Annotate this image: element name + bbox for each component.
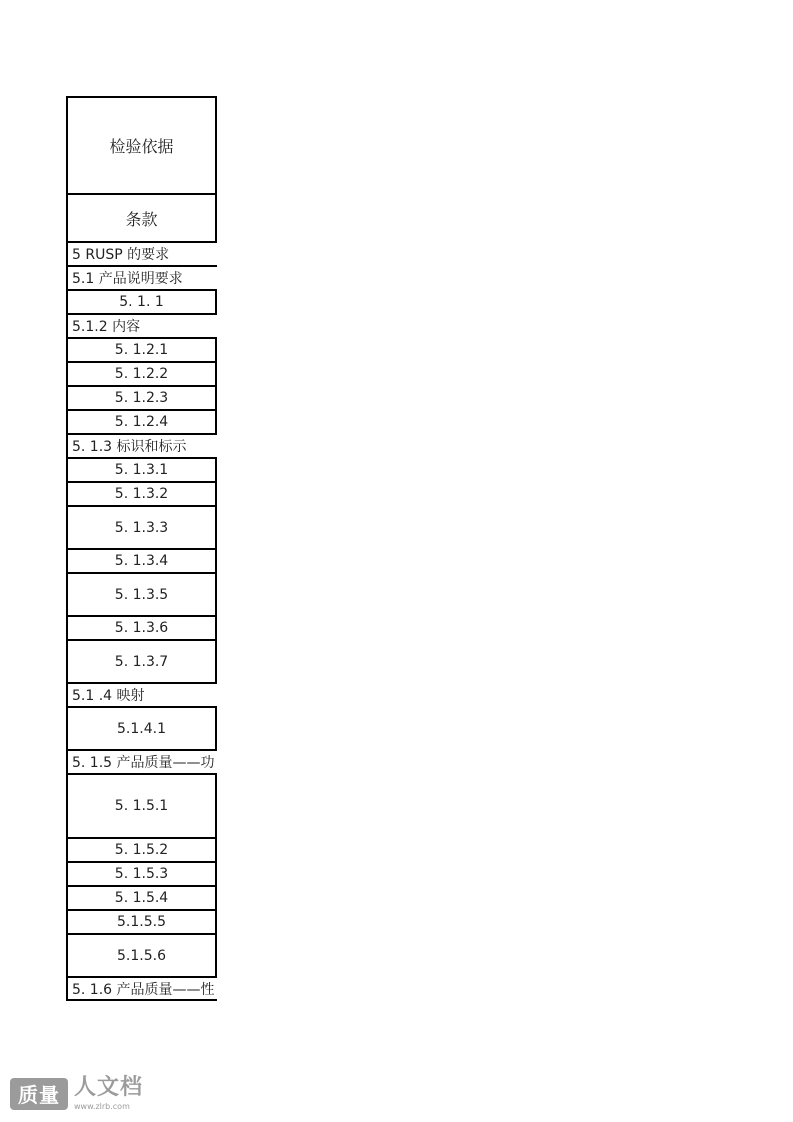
clause-row	[68, 548, 217, 572]
clause-text: 5. 1.5.3	[114, 866, 169, 882]
section-row	[68, 313, 217, 337]
section-text: 5.1 产品说明要求	[72, 271, 183, 287]
clause-row	[68, 457, 217, 481]
clause-text: 5. 1.3.7	[114, 653, 169, 670]
section-row	[68, 682, 217, 706]
clause-text: 5. 1.5.4	[114, 890, 169, 906]
header-clause-text: 条款	[125, 209, 158, 229]
section-text: 5. 1.6 产品质量——性	[72, 982, 215, 998]
header-basis	[68, 96, 217, 193]
section-row	[68, 976, 217, 1000]
clause-row	[68, 409, 217, 433]
clause-text: 5. 1.3.3	[114, 519, 169, 536]
section-row	[68, 265, 217, 289]
clause-text: 5. 1.2.3	[114, 390, 169, 406]
table-bottom-border	[68, 999, 217, 1001]
clause-text: 5. 1. 1	[119, 294, 164, 310]
clause-row	[68, 337, 217, 361]
section-row	[68, 749, 217, 773]
watermark-text-group	[74, 1074, 144, 1111]
section-text: 5. 1.5 产品质量——功	[72, 755, 215, 771]
clause-text: 5.1.4.1	[117, 720, 166, 737]
clause-row	[68, 481, 217, 505]
clause-text: 5. 1.3.1	[114, 462, 169, 478]
clause-row	[68, 615, 217, 639]
clause-row	[68, 861, 217, 885]
clause-row	[68, 885, 217, 909]
clause-row	[68, 837, 217, 861]
watermark-url: www.zlrb.com	[74, 1101, 130, 1111]
section-row	[68, 433, 217, 457]
clause-row	[68, 361, 217, 385]
clause-text: 5. 1.2.1	[114, 342, 169, 358]
clause-row	[68, 933, 217, 976]
clause-text: 5. 1.5.1	[114, 798, 169, 814]
clause-text: 5.1.5.5	[117, 914, 166, 930]
clause-text: 5. 1.3.5	[114, 586, 169, 603]
section-row	[68, 241, 217, 265]
clause-row	[68, 773, 217, 837]
section-text: 5 RUSP 的要求	[72, 247, 170, 263]
clause-row	[68, 909, 217, 933]
header-basis-text: 检验依据	[109, 137, 174, 156]
clause-text: 5. 1.3.2	[114, 486, 169, 502]
clause-text: 5.1.5.6	[117, 947, 166, 964]
watermark-brand-text: 人文档	[74, 1074, 144, 1100]
clause-text: 5. 1.5.2	[114, 842, 169, 858]
clause-row	[68, 289, 217, 313]
watermark-logo	[10, 1076, 150, 1111]
section-text: 5. 1.3 标识和标示	[72, 439, 187, 455]
document-table	[66, 96, 217, 1001]
clause-text: 5. 1.2.2	[114, 366, 169, 382]
header-clause	[68, 193, 217, 241]
clause-row	[68, 385, 217, 409]
clause-row	[68, 639, 217, 682]
watermark-brand-box	[10, 1078, 68, 1110]
clause-text: 5. 1.3.6	[114, 620, 169, 636]
watermark-brand-box-text: 质量	[18, 1083, 60, 1107]
clause-text: 5. 1.3.4	[114, 553, 169, 569]
clause-row	[68, 706, 217, 749]
clause-text: 5. 1.2.4	[114, 414, 169, 430]
clause-row	[68, 572, 217, 615]
clause-row	[68, 505, 217, 548]
section-text: 5.1 .4 映射	[72, 688, 145, 704]
section-text: 5.1.2 内容	[72, 319, 141, 335]
